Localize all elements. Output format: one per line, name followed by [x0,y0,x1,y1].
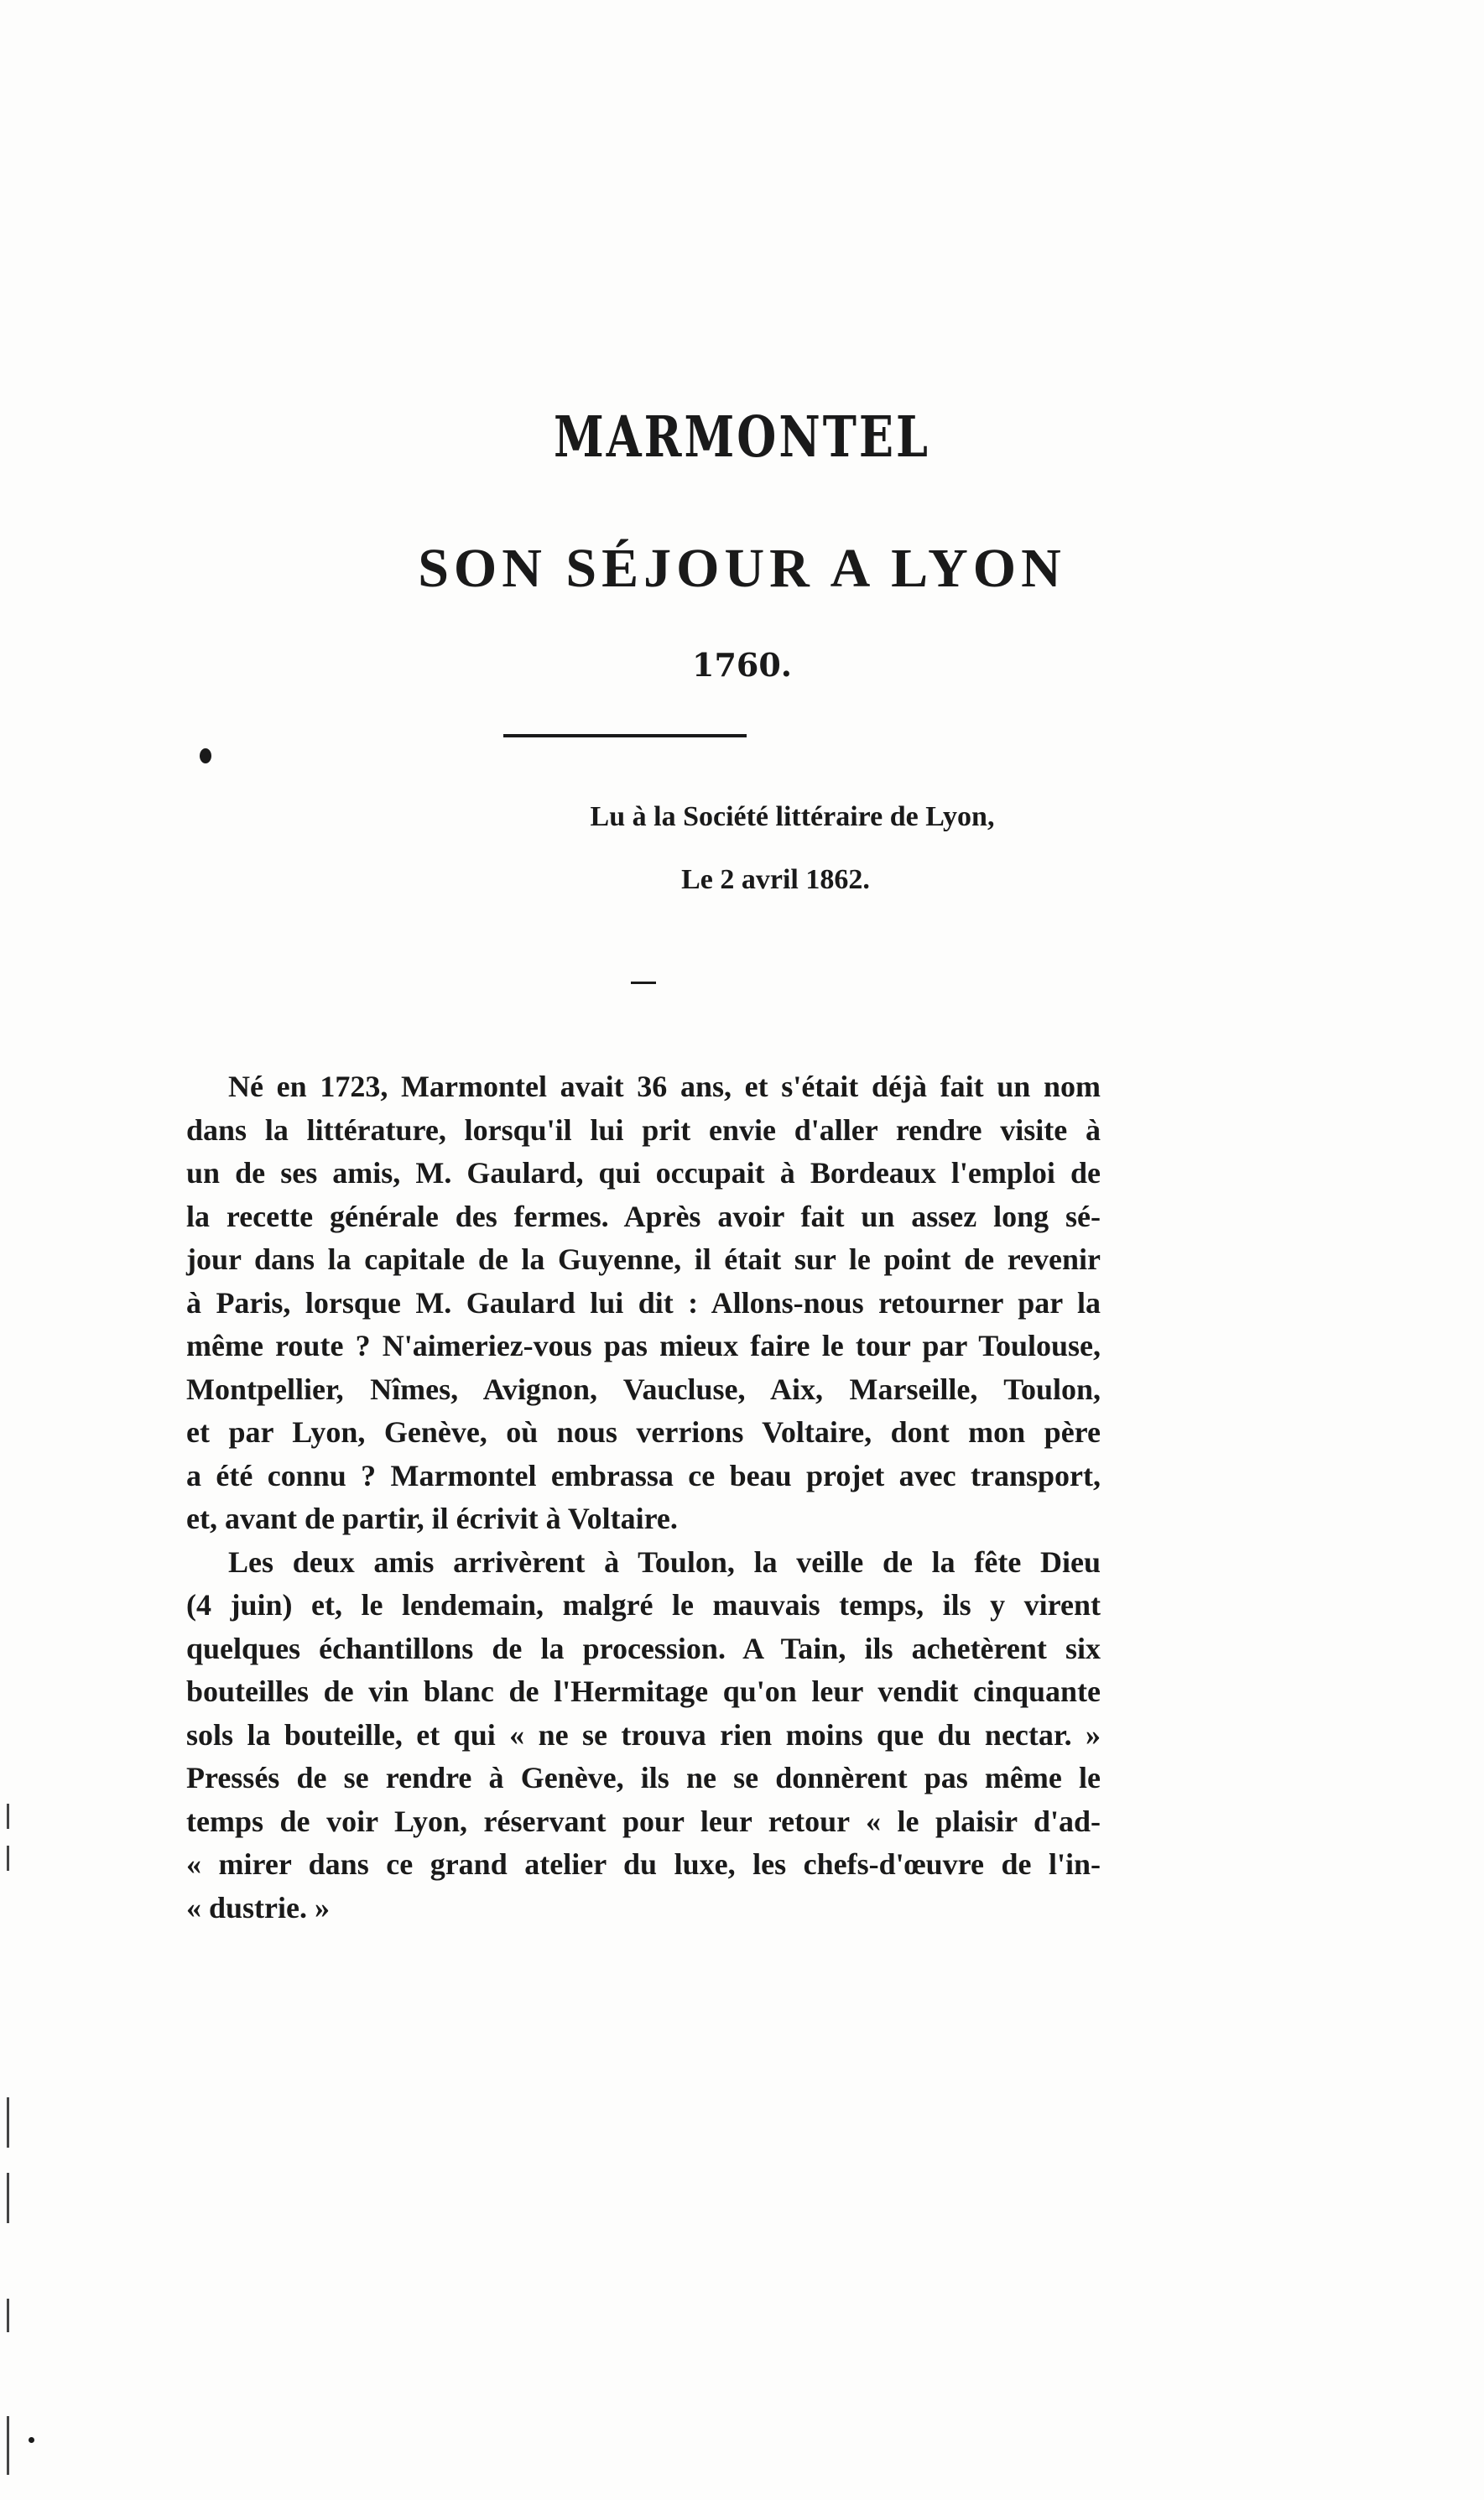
text-line: Pressés de se rendre à Genève, ils ne se donnèrent pas même le [186,1761,1101,1794]
text-line: même route ? N'aimeriez-vous pas mieux faire le tour par Toulouse, [186,1329,1101,1362]
text-line: et par Lyon, Genève, où nous verrions Voltaire, dont mon père [186,1415,1101,1449]
paragraph-1 [186,1065,1101,1541]
text-line: Les deux amis arrivèrent à Toulon, la veille de la fête Dieu [228,1544,1101,1579]
text-line: (4 juin) et, le lendemain, malgré le mauvais temps, ils y virent [186,1588,1101,1622]
epigraph-line-1: Lu à la Société littéraire de Lyon, [590,801,995,832]
page-subtitle: SON SÉJOUR A LYON [418,538,1066,599]
text-line: à Paris, lorsque M. Gaulard lui dit : Allons-nous retourner par la [186,1285,1101,1320]
text-line: sols la bouteille, et qui « ne se trouva rien moins que du nectar. » [186,1717,1101,1752]
scan-speck [200,748,211,763]
text-line: Montpellier, Nîmes, Avignon, Vaucluse, Aix, Marseille, Toulon, [186,1372,1101,1406]
scan-edge-mark [7,2416,9,2475]
text-line: quelques échantillons de la procession. A Tain, ils achetèrent six [186,1631,1101,1665]
text-line: « dustrie. » [186,1890,330,1924]
scan-edge-mark [7,2299,9,2332]
text-line: et, avant de partir, il écrivit à Voltaire. [186,1502,678,1535]
text-line: a été connu ? Marmontel embrassa ce beau projet avec transport, [186,1458,1101,1492]
scan-speck [29,2437,34,2443]
text-line: bouteilles de vin blanc de l'Hermitage qu'on leur vendit cinquante [186,1674,1101,1708]
section-rule [631,982,656,984]
text-line: jour dans la capitale de la Guyenne, il était sur le point de revenir [186,1242,1101,1276]
text-line: un de ses amis, M. Gaulard, qui occupait à Bordeaux l'emploi de [186,1156,1101,1190]
text-line: Né en 1723, Marmontel avait 36 ans, et s'était déjà fait un nom [228,1070,1101,1103]
text-line: la recette générale des fermes. Après avoir fait un assez long sé- [186,1199,1101,1233]
paragraph-2 [186,1541,1101,1930]
epigraph-line-2: Le 2 avril 1862. [681,864,870,895]
scan-edge-mark [7,2097,9,2148]
scan-edge-mark [7,1804,9,1829]
year: 1760. [692,646,792,684]
title-rule [503,734,747,737]
scan-edge-mark [7,1846,9,1871]
scan-edge-mark [7,2173,9,2223]
body-text [186,1065,1101,1930]
text-line: dans la littérature, lorsqu'il lui prit envie d'aller rendre visite à [186,1112,1101,1147]
text-line: temps de voir Lyon, réservant pour leur retour « le plaisir d'ad- [186,1804,1101,1838]
page-title: MARMONTEL [553,403,931,470]
text-line: « mirer dans ce grand atelier du luxe, les chefs-d'œuvre de l'in- [186,1847,1101,1881]
